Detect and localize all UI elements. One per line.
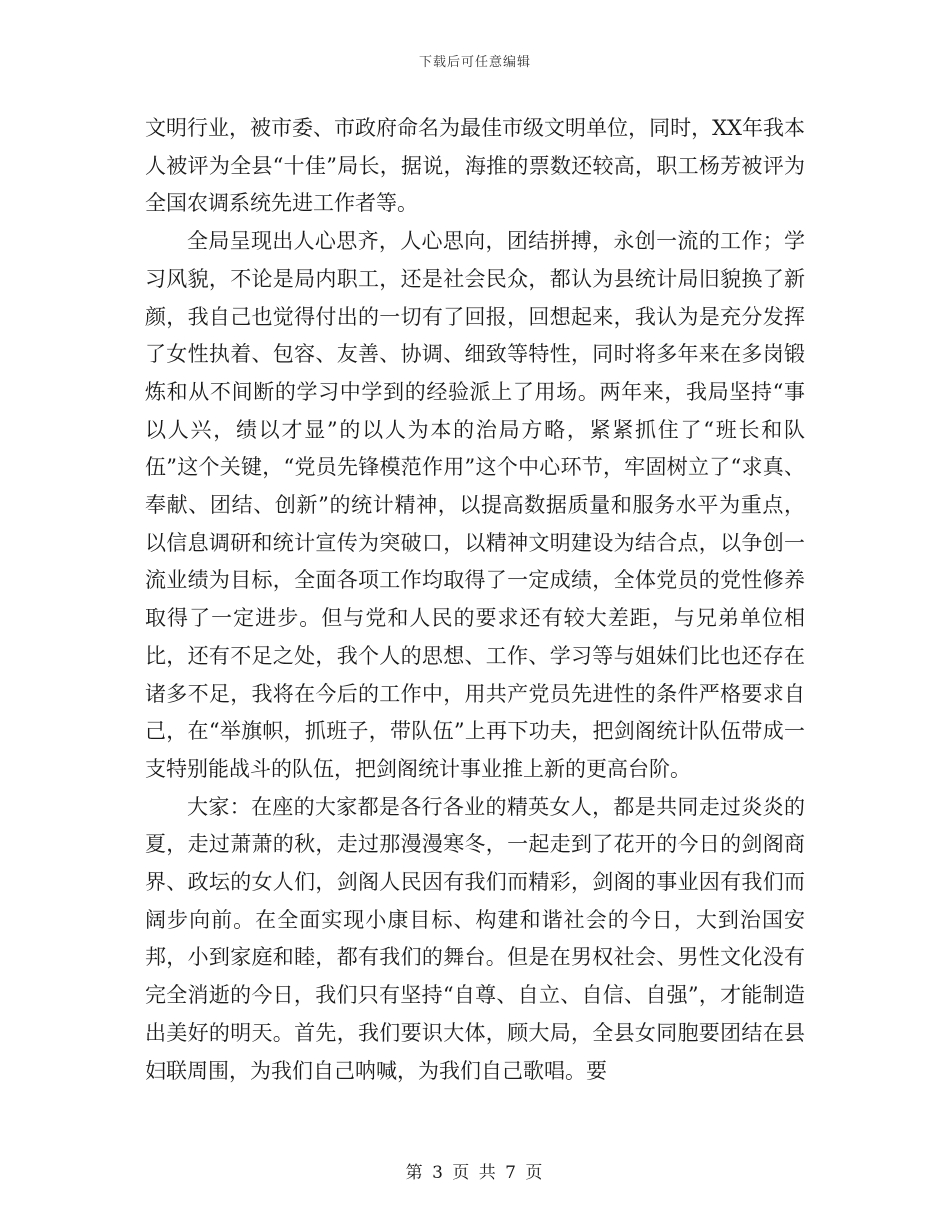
paragraph-1: 文明行业，被市委、市政府命名为最佳市级文明单位，同时，XX年我本人被评为全县“十佳”局长，据说，海推的票数还较高，职工杨芳被评为全国农调系统先进工作者等。 xyxy=(145,116,805,216)
paragraph-3: 大家：在座的大家都是各行各业的精英女人，都是共同走过炎炎的夏，走过萧萧的秋，走过那漫漫寒冬，一起走到了花开的今日的剑阁商界、政坛的女人们，剑阁人民因有我们而精彩，剑阁的事业因有我们而阔步向前。在全面实现小康目标、构建和谐社会的今日，大到治国安邦，小到家庭和睦，都有我们的舞台。但是在男权社会、男性文化没有完全消逝的今日，我们只有坚持“自尊、自立、自信、自强”，才能制造出美好的明天。首先，我们要识大体，顾大局，全县女同胞要团结在县妇联周围，为我们自己呐喊，为我们自己歌唱。要 xyxy=(145,794,805,1083)
document-body xyxy=(145,110,805,1090)
paragraph-2: 全局呈现出人心思齐，人心思向，团结拼搏，永创一流的工作；学习风貌，不论是局内职工，还是社会民众，都认为县统计局旧貌换了新颜，我自己也觉得付出的一切有了回报，回想起来，我认为是充分发挥了女性执着、包容、友善、协调、细致等特性，同时将多年来在多岗锻炼和从不间断的学习中学到的经验派上了用场。两年来，我局坚持“事以人兴，绩以才显”的以人为本的治局方略，紧紧抓住了“班长和队伍”这个关键，“党员先锋模范作用”这个中心环节，牢固树立了“求真、奉献、团结、创新”的统计精神，以提高数据质量和服务水平为重点，以信息调研和统计宣传为突破口，以精神文明建设为结合点，以争创一流业绩为目标，全面各项工作均取得了一定成绩，全体党员的党性修养取得了一定进步。但与党和人民的要求还有较大差距，与兄弟单位相比，还有不足之处，我个人的思想、工作、学习等与姐妹们比也还存在诸多不足，我将在今后的工作中，用共产党员先进性的条件严格要求自己，在“举旗帜，抓班子，带队伍”上再下功夫，把剑阁统计队伍带成一支特别能战斗的队伍，把剑阁统计事业推上新的更高台阶。 xyxy=(145,229,805,781)
page-header: 下载后可任意编辑 xyxy=(418,55,531,70)
page-footer: 第 3 页 共 7 页 xyxy=(405,1163,545,1183)
